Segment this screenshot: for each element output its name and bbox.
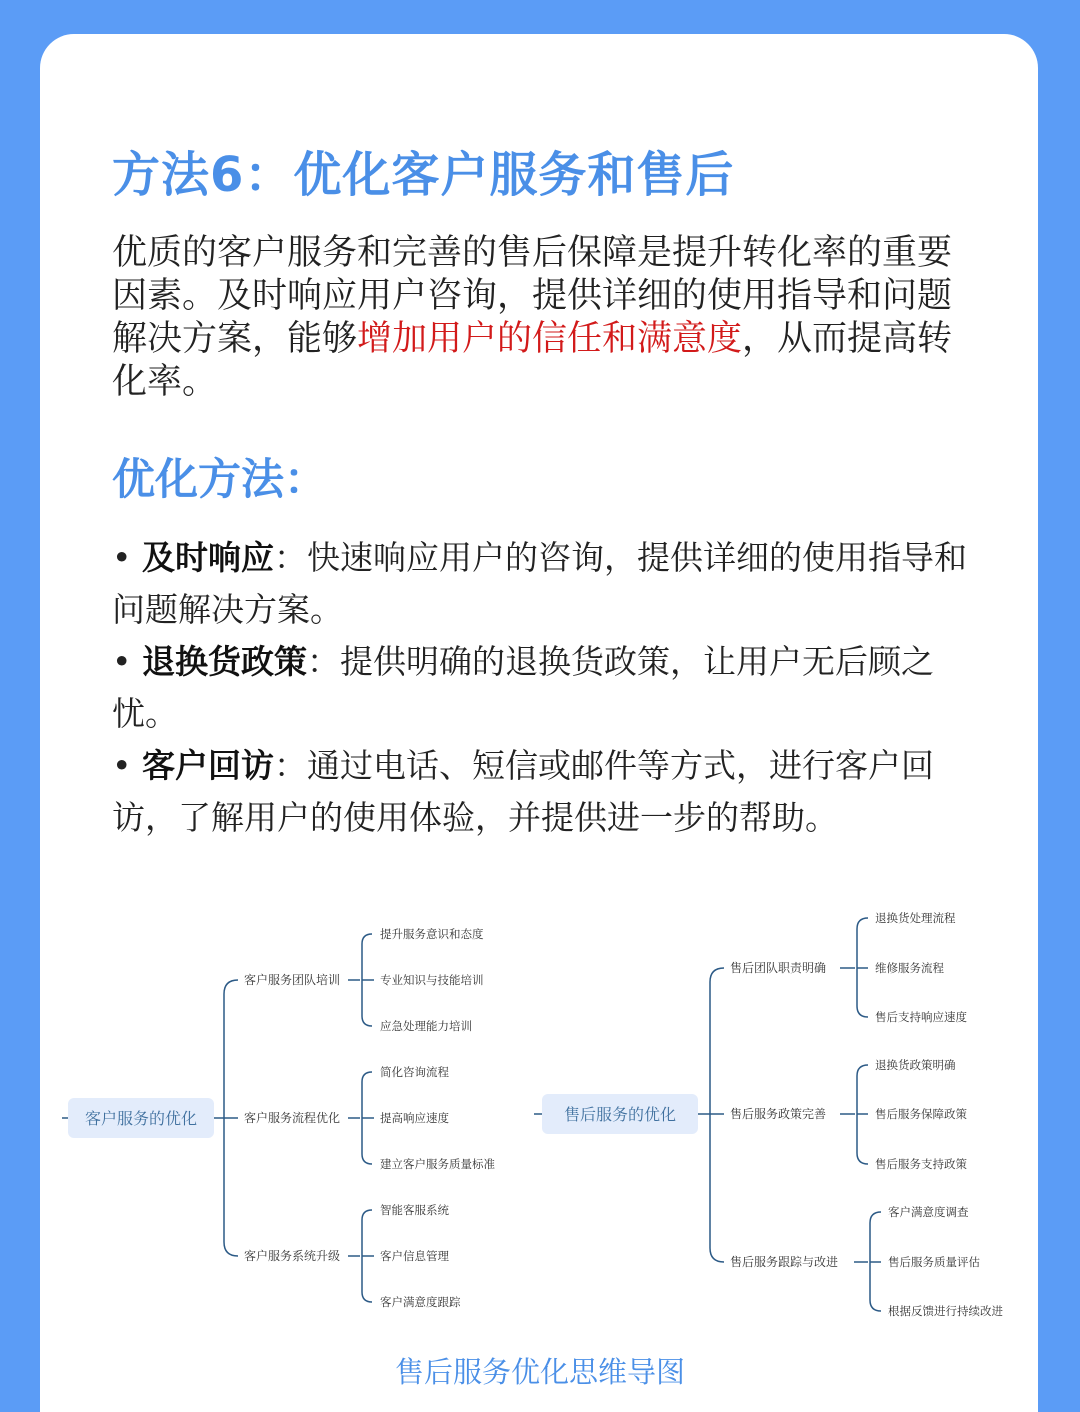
- intro-text-end: ，从而提高转化率。: [112, 319, 953, 402]
- intro-paragraph: [112, 232, 972, 404]
- method-label: 退换货政策: [141, 642, 307, 681]
- method-text: ：通过电话、短信或邮件等方式，进行客户回访，了解用户的使用体验，并提供进一步的帮助。: [112, 746, 934, 837]
- leaf-node: 客户信息管理: [380, 1249, 449, 1263]
- leaf-node: 专业知识与技能培训: [380, 973, 484, 987]
- branch-node: 客户服务系统升级: [244, 1249, 341, 1263]
- mind-map-left: [62, 927, 495, 1309]
- mind-map-right: [534, 911, 1003, 1318]
- leaf-node: 退换货处理流程: [875, 911, 956, 925]
- method-list: [112, 532, 972, 844]
- branch-node: 售后团队职责明确: [730, 961, 827, 975]
- leaf-node: 应急处理能力培训: [380, 1019, 472, 1033]
- leaf-node: 根据反馈进行持续改进: [888, 1304, 1003, 1318]
- leaf-node: 售后服务支持政策: [875, 1157, 967, 1171]
- page-title: 方法6：优化客户服务和售后: [112, 147, 735, 203]
- leaf-node: 提高响应速度: [380, 1111, 449, 1125]
- mind-map-caption: 售后服务优化思维导图: [394, 1355, 685, 1389]
- leaf-node: 客户满意度跟踪: [380, 1295, 461, 1309]
- root-node-customer-service: 客户服务的优化: [84, 1109, 198, 1128]
- leaf-node: 提升服务意识和态度: [380, 927, 484, 941]
- branch-bracket: [710, 968, 724, 1262]
- root-node-after-sales: 售后服务的优化: [563, 1105, 677, 1124]
- branch-node: 售后服务政策完善: [730, 1107, 827, 1121]
- method-text: ：提供明确的退换货政策，让用户无后顾之忧。: [112, 642, 934, 733]
- leaf-node: 智能客服系统: [380, 1203, 449, 1217]
- intro-text: 优质的客户服务和完善的售后保障是提升转化率的重要因素。及时响应用户咨询，提供详细的使用指导和问题解决方案，能够: [112, 233, 953, 359]
- method-label: 客户回访: [141, 746, 274, 785]
- method-item-timely-response: • 及时响应：快速响应用户的咨询，提供详细的使用指导和问题解决方案。: [112, 538, 967, 629]
- method-text: ：快速响应用户的咨询，提供详细的使用指导和问题解决方案。: [112, 538, 967, 629]
- leaf-node: 建立客户服务质量标准: [380, 1157, 495, 1171]
- section-subtitle: 优化方法：: [112, 455, 327, 505]
- leaf-node: 客户满意度调查: [888, 1205, 969, 1219]
- leaf-node: 售后服务质量评估: [888, 1255, 980, 1269]
- branch-node: 客户服务流程优化: [244, 1111, 341, 1125]
- leaf-node: 售后支持响应速度: [875, 1010, 967, 1024]
- branch-node: 售后服务跟踪与改进: [730, 1255, 839, 1269]
- leaf-node: 售后服务保障政策: [875, 1107, 967, 1121]
- intro-highlight: 增加用户的信任和满意度: [357, 319, 743, 359]
- method-item-return-policy: • 退换货政策：提供明确的退换货政策，让用户无后顾之忧。: [112, 642, 934, 733]
- method-item-customer-followup: • 客户回访：通过电话、短信或邮件等方式，进行客户回访，了解用户的使用体验，并提供进一步的帮助。: [112, 746, 934, 837]
- leaf-node: 维修服务流程: [875, 961, 944, 975]
- leaf-node: 简化咨询流程: [380, 1065, 449, 1079]
- method-label: 及时响应: [141, 538, 274, 577]
- mind-map-diagram: [0, 890, 1080, 1340]
- branch-node: 客户服务团队培训: [244, 973, 341, 987]
- leaf-node: 退换货政策明确: [875, 1058, 956, 1072]
